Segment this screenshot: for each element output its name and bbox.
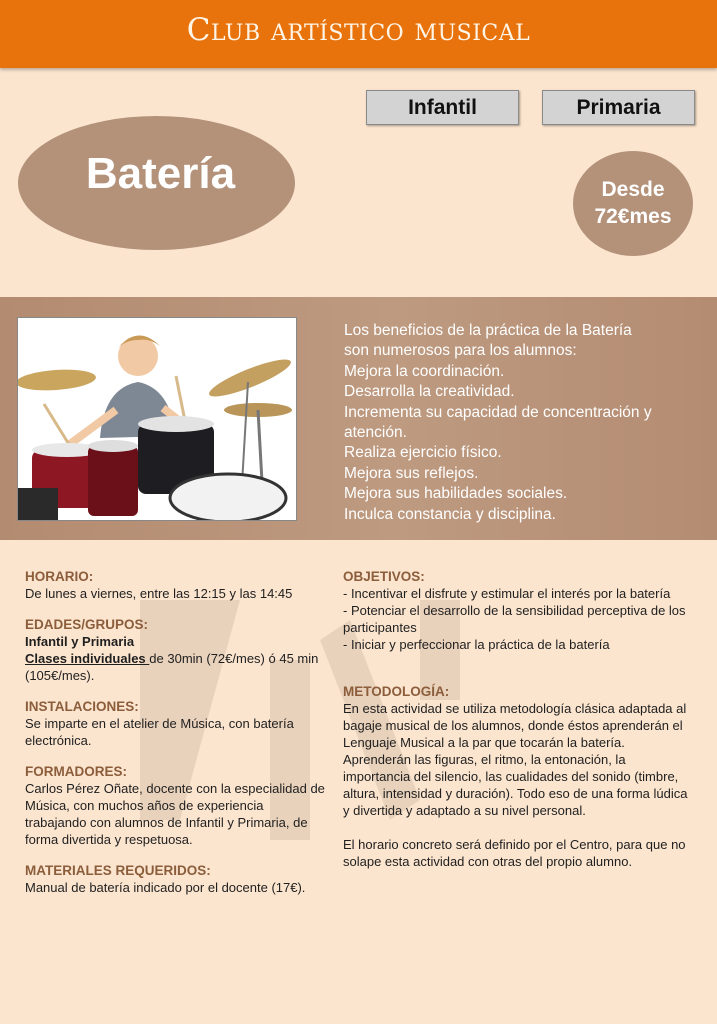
section-objetivos: [343, 568, 693, 653]
benefit-line: Mejora sus habilidades sociales.: [344, 485, 568, 503]
horario-text: De lunes a viernes, entre las 12:15 y las 14:45: [25, 586, 293, 601]
objetivos-heading: OBJETIVOS:: [343, 569, 425, 584]
instalaciones-text: Se imparte en el atelier de Música, con batería electrónica.: [25, 716, 294, 748]
clases-text: de 30min (72€/mes) ó 45 min (105€/mes).: [25, 651, 319, 683]
benefit-line: Inculca constancia y disciplina.: [344, 505, 556, 523]
section-horario: [25, 568, 325, 602]
edades-heading: EDADES/GRUPOS:: [25, 617, 149, 632]
benefit-line: son numerosos para los alumnos:: [344, 342, 577, 360]
section-metodologia: [343, 683, 693, 870]
activity-title-oval: [18, 116, 295, 250]
header-bar: [0, 0, 717, 68]
section-formadores: [25, 763, 325, 848]
page-title: Club artístico musical: [186, 12, 531, 48]
price-value: 72€mes: [594, 205, 672, 228]
drummer-photo: [17, 317, 297, 521]
tag-infantil: Infantil: [366, 90, 519, 125]
right-column: [343, 568, 693, 884]
benefit-line: atención.: [344, 424, 407, 442]
objetivo-item: - Iniciar y perfeccionar la práctica de la batería: [343, 637, 610, 652]
price-label: Desde: [601, 178, 665, 201]
section-instalaciones: [25, 698, 325, 749]
drum-kit-illustration: [18, 318, 296, 520]
materiales-heading: MATERIALES REQUERIDOS:: [25, 863, 211, 878]
horario-heading: HORARIO:: [25, 569, 94, 584]
materiales-text: Manual de batería indicado por el docente (17€).: [25, 880, 306, 895]
benefits-list: [344, 321, 694, 525]
benefit-line: Mejora sus reflejos.: [344, 464, 479, 482]
metodologia-heading: METODOLOGÍA:: [343, 684, 450, 699]
benefit-line: Realiza ejercicio físico.: [344, 444, 502, 462]
section-edades: [25, 616, 325, 684]
section-materiales: [25, 862, 325, 896]
benefit-line: Los beneficios de la práctica de la Batería: [344, 322, 632, 339]
benefit-line: Desarrolla la creatividad.: [344, 383, 515, 401]
tag-primaria: Primaria: [542, 90, 695, 125]
benefit-line: Mejora la coordinación.: [344, 362, 505, 380]
metodologia-paragraph-2: El horario concreto será definido por el Centro, para que no solape esta actividad con otras del propio alumno.: [343, 837, 686, 869]
objetivo-item: - Incentivar el disfrute y estimular el interés por la batería: [343, 586, 671, 601]
formadores-heading: FORMADORES:: [25, 764, 127, 779]
left-column: [25, 568, 325, 910]
edades-groups: Infantil y Primaria: [25, 634, 135, 649]
objetivo-item: - Potenciar el desarrollo de la sensibilidad perceptiva de los participantes: [343, 603, 686, 635]
benefit-line: Incrementa su capacidad de concentración y: [344, 403, 652, 421]
activity-title: Batería: [85, 149, 236, 198]
metodologia-paragraph-1: En esta actividad se utiliza metodología clásica adaptada al bagaje musical de los alumnos, donde éstos aprenderán el Lenguaje Musical a la par que tocarán la batería. Aprenderán las figuras, el ritmo, la entonación, la importancia del silencio, las cualidades del sonido (timbre, altura, intensidad y duración). Todo eso de una forma lúdica y divertida y adaptado a su nivel personal.: [343, 701, 688, 818]
formadores-text: Carlos Pérez Oñate, docente con la especialidad de Música, con muchos años de experiencia trabajando con alumnos de Infantil y Primaria, de forma divertida y respetuosa.: [25, 781, 325, 847]
instalaciones-heading: INSTALACIONES:: [25, 699, 139, 714]
edades-clases: [25, 650, 325, 684]
price-badge: [573, 151, 693, 256]
clases-label: Clases individuales: [25, 651, 150, 666]
